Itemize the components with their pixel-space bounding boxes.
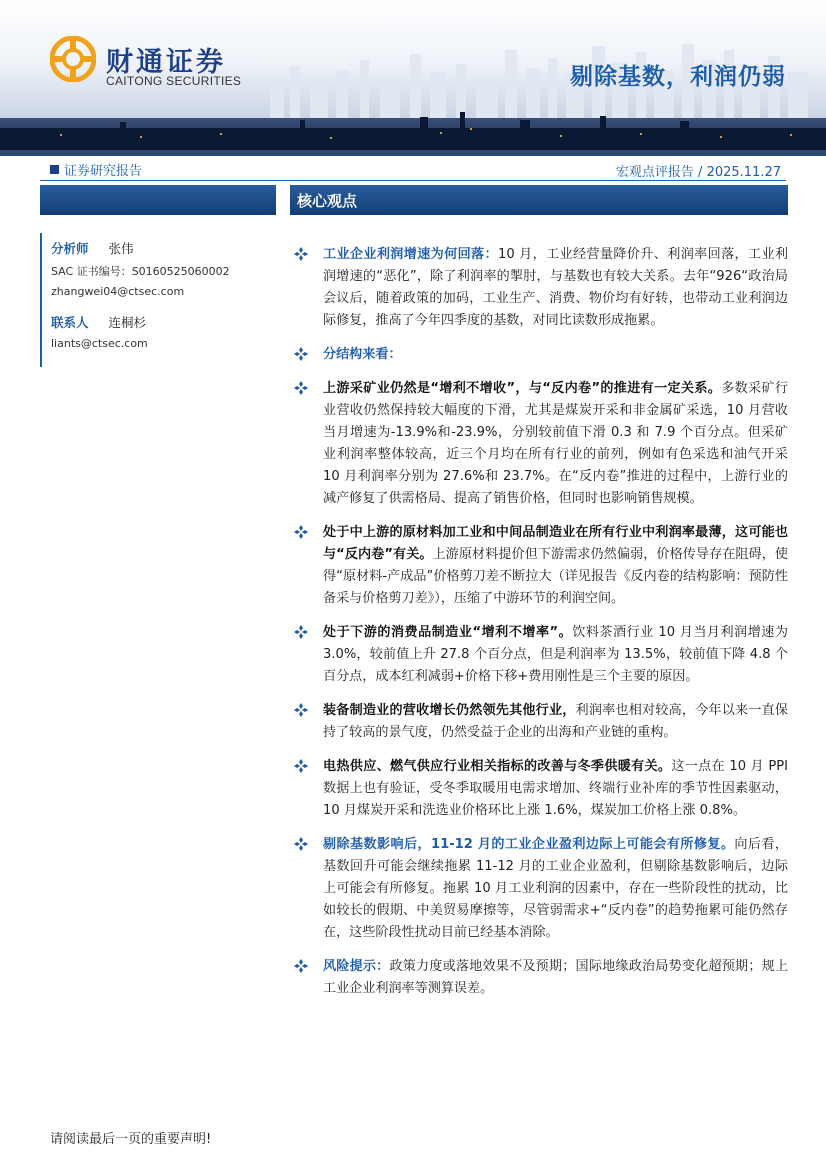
bullet-text: 向后看，基数回升可能会继续拖累 11-12 月的工业企业盈利，但剔除基数影响后，边际上可能会有所修复。拖累 10 月工业利润的因素中，存在一些阶段性的扰动，比如较长的假期、中美贸易摩擦等，尽管弱需求+“反内卷”的趋势拖累可能仍然存在，这些阶段性扰动目前已经基本消除。 <box>323 837 789 940</box>
contact-email[interactable]: liants@ctsec.com <box>51 337 148 350</box>
caitong-emblem-icon <box>50 36 96 82</box>
report-type-date: 宏观点评报告 / 2025.11.27 <box>615 165 781 180</box>
report-title: 剔除基数，利润仍弱 <box>570 64 786 90</box>
contact-block <box>51 313 281 350</box>
list-item <box>294 956 788 1000</box>
list-item <box>294 756 788 822</box>
list-item <box>294 378 788 510</box>
bullet-heading: 电热供应、燃气供应行业相关指标的改善与冬季供暖有关。 <box>323 759 672 774</box>
square-bullet-icon <box>50 165 59 174</box>
sidebar-header-bar <box>40 185 276 215</box>
disclaimer-notice: 请阅读最后一页的重要声明! <box>50 1132 212 1147</box>
list-item <box>294 344 788 366</box>
bullet-heading: 风险提示： <box>323 959 390 974</box>
list-item <box>294 622 788 688</box>
bullet-text: 10 月，工业经营量降价升、利润率回落，工业利润增速的“恶化”，除了利润率的掣肘，与基数也有较大关系。去年“926“政治局会议后，随着政策的加码，工业生产、消费、物价均有好转，也带动工业利润边际修复，推高了今年四季度的基数，对同比读数形成拖累。 <box>323 247 789 328</box>
bullet-heading: 处于中上游的原材料加工业和中间品制造业在所有行业中利润率最薄，这可能也与“反内卷”有关。 <box>323 525 788 562</box>
bullet-text: 饮料茶酒行业 10 月当月利润增速为 3.0%，较前值上升 27.8 个百分点，但是利润率为 13.5%，较前值下降 4.8 个百分点，成本红利减弱+价格下移+费用刚性是三个主要的原因。 <box>323 625 788 684</box>
diamond-bullet-icon <box>294 703 308 717</box>
diamond-bullet-icon <box>294 625 308 639</box>
bullet-heading: 分结构来看： <box>323 347 402 362</box>
analyst-email[interactable]: zhangwei04@ctsec.com <box>51 285 185 298</box>
header-divider <box>40 180 786 181</box>
contact-role: 联系人 <box>51 315 89 330</box>
diamond-bullet-icon <box>294 347 308 361</box>
bullet-heading: 工业企业利润增速为何回落： <box>323 247 498 262</box>
bullet-text: 多数采矿行业营收仍然保持较大幅度的下滑，尤其是煤炭开采和非金属矿采选，10 月营收当月增速为-13.9%和-23.9%，分别较前值下滑 0.3 和 7.9 个百分点。但采矿业利润率整体较高，近三个月均在所有行业的前列，例如有色采选和油气开采 10 月利润率分别为 27.6%和 23.7%。在“反内卷”推进的过程中，上游行业的减产修复了供需格局、提高了销售价格，但同时也影响销售规模。 <box>323 381 789 506</box>
core-viewpoints <box>294 244 788 1012</box>
report-category <box>50 160 142 179</box>
section-title: 核心观点 <box>297 192 358 210</box>
diamond-bullet-icon <box>294 525 308 539</box>
bullet-text: 利润率也相对较高，今年以来一直保持了较高的景气度，仍然受益于企业的出海和产业链的重构。 <box>323 703 789 740</box>
analyst-block <box>51 239 281 298</box>
diamond-bullet-icon <box>294 247 308 261</box>
report-header <box>0 0 826 160</box>
list-item <box>294 244 788 332</box>
bullet-text: 这一点在 10 月 PPI 数据上也有验证，受冬季取暖用电需求增加、终端行业补库的季节性因素驱动，10 月煤炭开采和洗选业价格环比上涨 1.6%，煤炭加工价格上涨 0.8%。 <box>323 759 789 818</box>
analyst-role: 分析师 <box>51 241 89 256</box>
brand-name-en: CAITONG SECURITIES <box>106 74 242 88</box>
analyst-sac-number: SAC 证书编号：S0160525060002 <box>51 265 230 278</box>
brand-name-cn: 财通证券 <box>106 47 226 78</box>
analyst-name: 张伟 <box>108 241 134 256</box>
bullet-heading: 上游采矿业仍然是“增利不增收”，与“反内卷”的推进有一定关系。 <box>323 381 722 396</box>
list-item <box>294 700 788 744</box>
bullet-heading: 处于下游的消费品制造业“增利不增率”。 <box>323 625 573 640</box>
bullet-text: 政策力度或落地效果不及预期；国际地缘政治局势变化超预期；规上工业企业利润率等测算误差。 <box>323 959 789 996</box>
diamond-bullet-icon <box>294 759 308 773</box>
contact-name: 连桐杉 <box>108 315 147 330</box>
caitong-logo <box>50 36 250 92</box>
bullet-text: 上游原材料提价但下游需求仍然偏弱，价格传导存在阻碍，使得“原材料-产成品”价格剪刀差不断拉大（详见报告《反内卷的结构影响：预防性备采与价格剪刀差》），压缩了中游环节的利润空间。 <box>323 547 789 606</box>
section-header-bar <box>290 185 788 215</box>
report-category-label: 证券研究报告 <box>64 164 143 179</box>
sidebar-accent-line <box>40 233 42 367</box>
diamond-bullet-icon <box>294 381 308 395</box>
diamond-bullet-icon <box>294 959 308 973</box>
bullet-heading: 装备制造业的营收增长仍然领先其他行业， <box>323 703 576 718</box>
bullet-heading: 剔除基数影响后，11-12 月的工业企业盈利边际上可能会有所修复。 <box>323 837 735 852</box>
diamond-bullet-icon <box>294 837 308 851</box>
list-item <box>294 522 788 610</box>
list-item <box>294 834 788 944</box>
